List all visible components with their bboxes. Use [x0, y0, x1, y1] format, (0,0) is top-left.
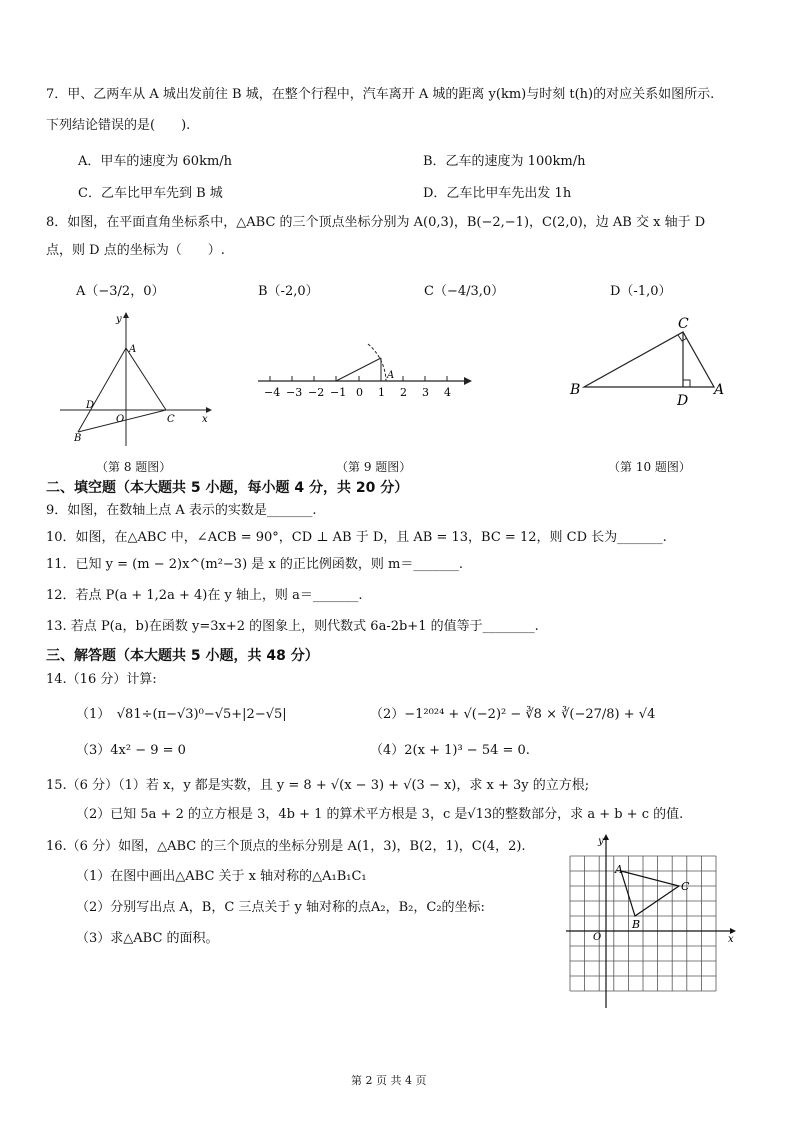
fig16-label-a: A: [615, 863, 623, 876]
fig8-caption: （第 8 题图）: [96, 460, 172, 474]
fig16-label-b: B: [632, 918, 641, 931]
q14-part1: （1） √81÷(π−√3)⁰−√5+|2−√5|: [76, 707, 287, 722]
q16-line2: （1）在图中画出△ABC 关于 x 轴对称的△A₁B₁C₁: [76, 869, 367, 884]
figure-8: [56, 310, 216, 450]
figure-9: [256, 338, 476, 408]
fig16-label-o: O: [593, 932, 602, 943]
q9: 9．如图，在数轴上点 A 表示的实数是_______.: [46, 503, 317, 518]
q13: 13. 若点 P(a，b)在函数 y=3x+2 的图象上，则代数式 6a-2b+1 的值等于________.: [46, 619, 539, 634]
q8-option-d: D（-1,0）: [610, 284, 672, 299]
fig10-label-a: A: [714, 382, 725, 398]
fig8-label-a: A: [129, 344, 137, 355]
fig9-tick: 4: [444, 386, 451, 399]
fig10-caption: （第 10 题图）: [608, 460, 691, 474]
q7-option-a: A．甲车的速度为 60km/h: [78, 154, 233, 169]
fig10-label-d: D: [677, 393, 689, 408]
q7-option-d: D．乙车比甲车先出发 1h: [423, 186, 572, 201]
fig10-label-b: B: [570, 382, 581, 398]
q16-line3: （2）分别写出点 A，B，C 三点关于 y 轴对称的点A₂，B₂，C₂的坐标:: [76, 900, 485, 915]
q11: 11．已知 y = (m − 2)x^(m²−3) 是 x 的正比例函数，则 m＝_______.: [46, 557, 463, 572]
fig9-tick: 0: [356, 386, 363, 399]
section-2-heading: 二、填空题（本大题共 5 小题，每小题 4 分，共 20 分）: [46, 480, 409, 496]
fig16-label-c: C: [681, 880, 690, 893]
page-footer: 第 2 页 共 4 页: [351, 1074, 427, 1087]
fig9-tick: −3: [286, 386, 303, 399]
fig9-label-a: A: [387, 370, 395, 381]
q8-option-a: A（−3/2，0）: [76, 284, 165, 299]
fig9-caption: （第 9 题图）: [336, 460, 412, 474]
section-3-heading: 三、解答题（本大题共 5 小题，共 48 分）: [46, 648, 319, 664]
fig16-label-y: y: [598, 836, 604, 847]
q16-line1: 16.（6 分）如图，△ABC 的三个顶点的坐标分别是 A(1，3)，B(2，1)，C(4，2).: [46, 839, 526, 854]
fig8-label-d: D: [86, 400, 95, 411]
fig8-label-y: y: [116, 314, 122, 325]
fig9-tick: −4: [264, 386, 281, 399]
q8-line1: 8．如图，在平面直角坐标系中，△ABC 的三个顶点坐标分别为 A(0,3)，B(−2,−1)，C(2,0)，边 AB 交 x 轴于 D: [46, 215, 706, 230]
q7-line2: 下列结论错误的是( ).: [46, 118, 191, 133]
fig10-label-c: C: [678, 316, 689, 332]
fig9-tick: 3: [422, 386, 429, 399]
q14-part2: （2）−1²⁰²⁴ + √(−2)² − ∛8 × ∛(−27/8) + √4: [370, 707, 656, 722]
q8-option-b: B（-2,0）: [258, 284, 319, 299]
fig9-tick: 2: [400, 386, 407, 399]
q14-head: 14.（16 分）计算:: [46, 672, 157, 687]
fig9-tick: −1: [330, 386, 347, 399]
figure-16-grid: [562, 832, 740, 1010]
q14-part4: （4）2(x + 1)³ − 54 = 0.: [370, 743, 530, 758]
figure-10: [566, 312, 736, 408]
q8-line2: 点，则 D 点的坐标为（ ）.: [46, 243, 225, 258]
q12: 12．若点 P(a + 1,2a + 4)在 y 轴上，则 a＝_______.: [46, 588, 363, 603]
q10: 10．如图，在△ABC 中，∠ACB = 90°，CD ⊥ AB 于 D，且 AB = 13，BC = 12，则 CD 长为_______.: [46, 530, 667, 545]
fig8-label-b: B: [74, 433, 82, 444]
q7-line1: 7．甲、乙两车从 A 城出发前往 B 城，在整个行程中，汽车离开 A 城的距离 y(km)与时刻 t(h)的对应关系如图所示.: [46, 87, 715, 102]
fig8-label-x: x: [202, 414, 208, 425]
q15-line2: （2）已知 5a + 2 的立方根是 3，4b + 1 的算术平方根是 3，c 是√13的整数部分，求 a + b + c 的值.: [76, 807, 684, 822]
fig9-tick: 1: [378, 386, 385, 399]
fig9-tick: −2: [308, 386, 325, 399]
q8-option-c: C（−4/3,0）: [424, 284, 505, 299]
q15-line1: 15.（6 分）（1）若 x，y 都是实数，且 y = 8 + √(x − 3) + √(3 − x)，求 x + 3y 的立方根;: [46, 778, 590, 793]
q7-option-b: B．乙车的速度为 100km/h: [423, 154, 586, 169]
q16-line4: （3）求△ABC 的面积。: [76, 931, 219, 946]
fig8-label-o: O: [116, 414, 125, 425]
q7-option-c: C．乙车比甲车先到 B 城: [78, 186, 223, 201]
fig16-label-x: x: [728, 934, 734, 945]
q14-part3: （3）4x² − 9 = 0: [76, 743, 186, 758]
fig8-label-c: C: [167, 414, 175, 425]
